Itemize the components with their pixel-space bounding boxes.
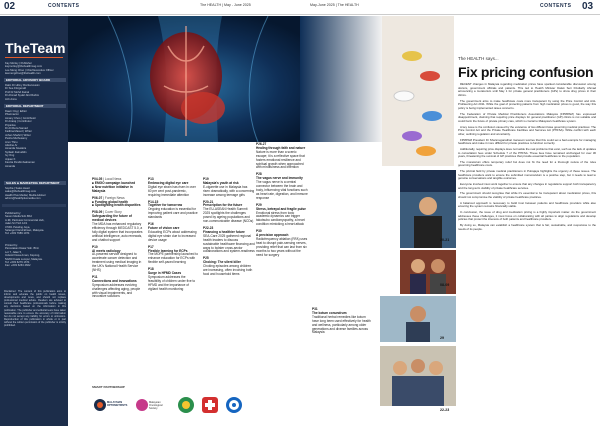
toc-headline: Prescription for the future	[203, 203, 243, 208]
thumbnail-summit-speaker[interactable]	[400, 170, 456, 248]
toc-desc: Symposium addresses the feasibility of children under five to HFMD and the importance of vigilant health monitoring	[148, 274, 196, 291]
toc-section: Foreign News	[104, 195, 125, 200]
team-masthead: Kay Morley | Publisher kaymorley@thehealthmag.com Lee Meng Choo | Chief Executive Officer leemengchoo@thehealth.com	[5, 62, 54, 76]
toc-desc: The vagus nerve is a central connector between the brain and body, influencing vital functions such as heart rate, digestion, and immune response	[256, 180, 308, 200]
article-title: Fix pricing confusion	[458, 64, 594, 80]
thumbnail-page-label: 20-21	[440, 238, 450, 242]
toc-item[interactable]: P06-07 | Foreign News ■ Funding global health ■ Spotlighting health disparities	[92, 195, 141, 208]
toc-headline: Flexible learning for ECPs	[148, 248, 188, 253]
sidebar-divider	[2, 204, 66, 207]
sales-department-heading: SALES & MARKETING DEPARTMENT	[4, 181, 66, 185]
left-issue-line: The HEALTH | May - June 2025	[200, 3, 251, 7]
team-title: TheTeam	[5, 40, 66, 56]
thumbnail-page-label: 29	[440, 336, 444, 340]
toc-item[interactable]	[92, 276, 144, 299]
article-kicker: The HEALTH says...	[458, 56, 499, 61]
toc-item[interactable]	[312, 308, 372, 335]
toc-item[interactable]	[148, 268, 198, 291]
toc-item[interactable]	[92, 246, 144, 273]
left-page-header	[0, 0, 300, 15]
toc-item[interactable]	[256, 230, 308, 257]
article-paragraph: Everyone involved must work together to ensure that any changes in regulations support both transparency and the long-term viability of private healthcare services.	[458, 182, 596, 190]
toc-item[interactable]: P08-09 | Cover Story Safeguarding the future of medical devices The MDA has enhanced regulatory efficiency through MEDCAST 5.0, a fully digital system that incorporates artificial intelligence, auto renewals, and chatbot support	[92, 210, 143, 242]
toc-headline: Embracing digital eye care	[148, 180, 189, 185]
editorial-department-list: Dawn Ong | Editor Pharmacist Amany Choo | Contributor Dr Ariaraj | Contributor Priyanka Dr Ali Reza Samad Fadlina Masud | Writer Johan Shahril | Writer Pusha Muthusamy Arun Thiru Adeline Ar Amanda Nowaiza Syifaah Zainuddin Ivy Ong Jojean K Fauzia Pendimbakraman Amanda	[5, 110, 37, 168]
toc-item[interactable]	[203, 201, 255, 224]
toc-desc: Emotional stress from toxic academic dynamics can trigger takotsubo cardiomyopathy, a heart condition mimicking a heart attack	[256, 210, 305, 227]
toc-page: P08-09	[92, 210, 103, 215]
toc-page: P13	[148, 177, 154, 181]
toc-page: P16	[148, 222, 154, 227]
right-section-label: CONTENTS	[540, 3, 572, 9]
thumbnail-cover-story[interactable]	[400, 250, 456, 294]
thumbnail-page-label: 22-23	[440, 408, 450, 412]
toc-headline: Healing through faith and nature	[256, 145, 306, 150]
association-logo-3	[176, 395, 196, 417]
article-body	[458, 83, 596, 233]
toc-desc: Ongoing education is essential for improving patient care and practice standards	[148, 207, 198, 220]
toc-bullet: EMGO campaign launched	[94, 180, 136, 185]
editorial-department-heading: EDITORIAL DEPARTMENT	[4, 104, 66, 108]
article-paragraph: A key issue is the confusion caused by the existence of two different laws governing medical practices: The Price Control Act and the Private Healthcare Facilities and Services Act (PHFSA). While conflict with each other, outlining regulation and uncertainty.	[458, 124, 596, 136]
toc-page: P11	[92, 274, 98, 279]
toc-bullet: Funding global health	[94, 199, 128, 204]
toc-desc: SEA-Care 2025 gathered regional health leaders to discuss sustainable healthcare financing and ways to bolster cross-sector collaborations and system-readiness	[203, 233, 255, 254]
toc-section: Cover Story	[104, 210, 122, 215]
toc-desc: Radiofrequency ablation (RFA) uses heat to disrupt pain-sensing nerves, providing relief that can last from six months to two years without the need for surgery	[256, 236, 308, 257]
toc-item[interactable]	[148, 201, 198, 221]
advisory-board-list: Datin Dr Hilmy Rozita Hussin Dr Sue Fitzgerald Prof Dr Mohd Zainal Dr Ahmad Syukri Abd Rahim Anh Anna	[5, 84, 40, 101]
toc-desc: The MDA has enhanced regulatory efficiency through MEDCAST 5.0, a fully digital system that incorporates artificial intelligence, auto renewals, and chatbot support	[92, 222, 143, 242]
toc-headline: Surge in HFMD Cases	[148, 271, 182, 276]
toc-headline: The vagus nerve and immunity	[256, 176, 303, 181]
thumbnail-stress[interactable]	[380, 296, 456, 342]
toc-headline: Malaysia's youth at risk	[203, 180, 239, 185]
anatomy-banner-image-right	[300, 16, 382, 142]
toc-item[interactable]	[148, 223, 198, 243]
toc-headline: A precision approach	[256, 233, 289, 238]
optometrists-logo-text: MALAYSIAN OPTOMETRISTS	[107, 401, 128, 407]
article-paragraph: The Federation of Private Medical Practitioners Associations Malaysia (FPMPAM) has expressed disappointment, claiming that requiring price displays for general practitioner (GP) clinics is not suitable and could harm the future of private primary care, which is crucial to Malaysia's healthcare system.	[458, 111, 596, 123]
toc-page: P10	[92, 244, 98, 249]
toc-page: P25	[203, 256, 209, 261]
toc-item[interactable]	[256, 173, 308, 200]
toc-item[interactable]	[148, 246, 198, 266]
association-logo-5	[224, 395, 244, 417]
left-section-label: CONTENTS	[48, 3, 80, 9]
article-paragraph: A balanced approach is necessary to build trust between patients and healthcare providers while also ensuring the system remains financially stable.	[458, 200, 596, 209]
toc-page: P19	[203, 177, 209, 181]
right-page-number: 03	[582, 1, 594, 12]
toc-section: Local News	[104, 177, 122, 181]
toc-item[interactable]	[148, 178, 198, 198]
disclaimer-text: Disclaimer: The content of this publication aims to inform and educate the public on health issues, developments and news, and should not replace professional medical advice. Readers are advised to consult their healthcare professionals before making any decisions based on the information in this publication. The publisher and editorial team have taken reasonable care to ensure the accuracy of information but do not accept any liability for errors or omissions. Reproduction of this publication in whole or in part without the written permission of the publisher is strictly prohibited.	[4, 290, 66, 328]
sales-department-list: Sophia | Sales Head sales@thehealthmag.com Health Plus Media | Media Advisor admin@healthplusmedia.com	[5, 187, 46, 201]
toc-page: P29	[256, 202, 262, 207]
toc-column-2	[148, 178, 198, 295]
publisher-info: Published by: Seven Media Sdn Bhd A-9F, Parkview Commercial Hub, Jalan Sri Tioh 12/1 47301 Petaling Jaya, Selangor Darul Ehsan, Malaysia. Tel: +603 7689 1974	[5, 212, 45, 236]
toc-column-5	[312, 308, 372, 338]
toc-page: P28	[256, 172, 262, 177]
toc-desc: E-cigarette use in Malaysia has risen dramatically, with a concerning increase among teenage girls	[203, 184, 255, 197]
toc-desc: Digital eye strain has risen in over 60 per cent post-pandemic, requiring immediate attention	[148, 184, 196, 197]
toc-page: P17	[148, 244, 154, 249]
toc-page: P18	[148, 267, 154, 272]
toc-headline: Safeguarding the future of medical devices	[92, 214, 132, 223]
toc-headline: Connections and innovations	[92, 278, 137, 283]
toc-desc: Nature is more than a scenic escape; it is a reflective space that fosters emotional resilience and spiritual growth when approached with mindfulness and intention	[256, 149, 305, 170]
toc-headline: Financing a healthier future	[203, 229, 245, 234]
toc-desc: Traditional herbal remedies like kotum have long been used effectively for health and wellness, particularly among older generations and diverse families across Malaysia	[312, 314, 371, 335]
article-paragraph: By doing so, Malaysia can establish a healthcare system that is fair, sustainable, and responsive to the needs of its people.	[458, 223, 596, 231]
toc-headline: Future of vision care	[148, 225, 180, 230]
right-issue-line: May-June 2025 | The HEALTH	[310, 3, 359, 7]
toc-desc: Symposium addresses evolving challenges affecting aging, people with visual impairments, and innovative solutions	[92, 282, 141, 299]
toc-desc: The MOPE partnership launched to enhance education for ECPs with flexible self-paced learning	[148, 252, 198, 265]
toc-item[interactable]	[203, 227, 255, 254]
toc-page: P20-21	[203, 199, 214, 204]
toc-headline: AI meets radiology	[92, 248, 121, 253]
toc-item[interactable]	[256, 143, 308, 170]
toc-page: P06-07	[92, 195, 103, 200]
toc-page: P30	[256, 229, 262, 234]
oncological-society-logo-text: Malaysian Oncological Society	[149, 401, 163, 410]
toc-column-3	[203, 178, 255, 280]
oncological-society-logo	[134, 395, 170, 417]
thumbnail-page-label: 08-09	[440, 283, 450, 287]
optometrists-logo	[92, 395, 128, 417]
toc-column-1	[92, 178, 144, 302]
toc-item[interactable]	[256, 204, 308, 227]
toc-headline: Choking: The silent killer	[203, 260, 241, 265]
toc-page: P26-27	[256, 142, 267, 146]
toc-desc: AI-powered service designed to accelerate cancer detection and treatment using medical imaging in the UK's National Health Service (NHS)	[92, 252, 142, 273]
toc-desc: The EU-ASEAN Health Summit 2025 spotlights the challenges posed by ageing populations and non-communicable disease (NCDs)	[203, 207, 254, 224]
thumbnail-pills[interactable]	[382, 16, 454, 166]
toc-page: P14-15	[148, 199, 159, 204]
toc-page: P22-23	[203, 225, 214, 230]
association-logo-4	[200, 395, 220, 417]
toc-desc: Educating ECPs about addressing digital eye strain due to increased device usage	[148, 229, 197, 242]
partner-logos	[68, 385, 300, 425]
toc-column-4	[256, 143, 308, 260]
article-paragraph: The pricinal field by private medical practitioners in Putrajaya highlights the urgency of these issues. The healthcare providers want to ensure the submitted memorandum is a positive step, but it needs to lead to genuine conversations and tangible outcomes.	[458, 169, 596, 181]
toc-desc: Choking episodes among children are increasing, often involving both food and household items	[203, 264, 253, 276]
anatomy-banner-image	[68, 16, 300, 142]
article-paragraph: In conclusion, the issue of drug and medication pricing is a highly important matter. As the government addresses these challenges, it must focus on collaborating with all parties to align regulations and develop policies that protect the interests of both patients and healthcare providers.	[458, 210, 596, 222]
article-paragraph: The government should recognise that while it's essential to be transparent about medication prices, this should not compromise the viability of private healthcare practices.	[458, 191, 596, 200]
left-page-number: 02	[4, 1, 16, 12]
toc-page: P04-05	[92, 177, 103, 181]
article-paragraph: The government aims to make healthcare costs more transparent by using the Price Control and Anti-Profiteering Act 2011. While the goal of protecting patients from high medication prices is good, the way this policy is being implemented raises concerns.	[458, 98, 596, 110]
toc-bullet: Spotlighting health disparities	[94, 203, 141, 208]
toc-bullet: New nutrition initiative in Malaysia	[92, 184, 133, 193]
article-paragraph: FPMPAM President Dr Shanmuganathan Ganeson worries that this could set a bad example for managing healthcare and make it more difficult for private practices to function correctly.	[458, 137, 596, 146]
article-paragraph: Additionally, requiring price displays does not tackle the real problems that exist, such as the lack of updates to consultation fees under Schedule 7 of the PHFSA. These fees have remained unchanged for over 30 years, threatening the survival of GP practices that provide essential healthcare to the population.	[458, 146, 596, 159]
toc-headline: Together for tomorrow	[148, 203, 183, 208]
printer-info: Printed by: Percetakan Dasar Sdn. Bhd. Lot 7, Jalan 5, Industri Desa Aman, Kepong, 52200 Kuala Lumpur, Malaysia. Tel: +603 6279 1674 Fax: +603 6263 4662	[5, 244, 43, 268]
toc-page: P31	[312, 307, 318, 311]
toc-item[interactable]	[203, 257, 255, 277]
article-paragraph: RECENT changes in Malaysia regarding medication prices have sparked considerable discussion among doctors, government officials and patients. This led to Health Minister Datuk Seri Dzulkefly Ahmad announcing a moratorium until May 1 for private general practitioners (GPs) to show drug prices in their clinics.	[458, 82, 596, 97]
toc-headline: Stress, betrayal and fragile pulse	[256, 206, 306, 211]
partnership-caption: SMART PARTNERSHIP	[92, 385, 125, 389]
toc-item[interactable]	[203, 178, 255, 198]
toc-item[interactable]: P04-05 | Local News ■ EMGO campaign launched ■ New nutrition initiative in Malaysia	[92, 177, 136, 193]
toc-headline: The kotum conundrum	[312, 310, 347, 315]
advisory-board-heading: EDITORIAL ADVISORY BOARD	[4, 78, 66, 82]
thumbnail-healthcare-group[interactable]	[380, 346, 456, 406]
article-paragraph: The moratorium offers temporary relief but does not fix the need for a thorough review of the rules governing healthcare costs.	[458, 159, 596, 168]
team-title-underline	[5, 57, 63, 58]
